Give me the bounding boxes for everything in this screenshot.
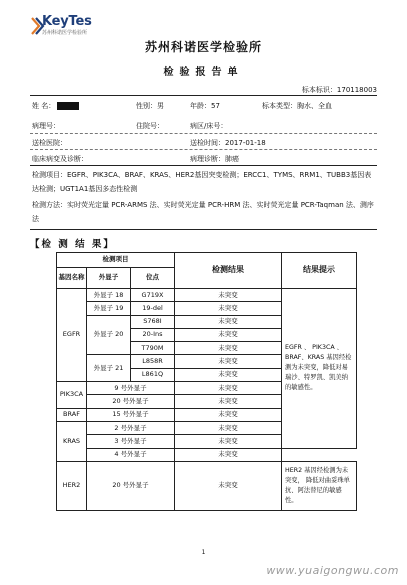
exon-cell: 15 号外显子 <box>87 408 175 421</box>
header-test-items: 检测项目 <box>57 253 175 268</box>
ward-bed-field: 病区/床号： <box>190 122 228 130</box>
site-cell: 19-del <box>131 302 175 315</box>
header-gene: 基因名称 <box>57 268 87 289</box>
admission-no-field: 住院号： <box>136 122 164 130</box>
gene-her2: HER2 <box>57 461 87 510</box>
table-row <box>57 448 357 461</box>
page-number: 1 <box>201 549 206 556</box>
divider <box>30 149 377 150</box>
result-cell: 未突变 <box>175 328 282 341</box>
test-items: 检测项目：EGFR、PIK3CA、BRAF、KRAS、HER2基因突变检测；ERCC1、TYMS、RRM1、TUBB3基因表达检测；UGT1A1基因多态性检测 <box>32 171 372 193</box>
site-cell: T790M <box>131 342 175 355</box>
exon-cell: 20 号外显子 <box>87 395 175 408</box>
result-cell: 未突变 <box>175 315 282 328</box>
name-label: 姓 名： <box>32 102 56 110</box>
logo-subtext: 苏州科诺医学检验所 <box>42 30 88 36</box>
watermark: www.yuaigongwu.com <box>266 564 399 577</box>
result-cell: 未突变 <box>175 302 282 315</box>
name-redaction <box>57 102 79 110</box>
sample-id: 标本标识：170118003 <box>301 86 377 94</box>
table-row <box>57 289 357 302</box>
table-row <box>57 461 357 510</box>
divider <box>30 95 377 96</box>
header-result: 检测结果 <box>175 253 282 289</box>
report-subtitle: 检验报告单 <box>163 67 244 78</box>
lab-title: 苏州科诺医学检验所 <box>144 40 262 54</box>
name-field <box>32 101 79 111</box>
exon-cell: 20 号外显子 <box>87 461 175 510</box>
pathology-no-field: 病理号： <box>32 122 60 130</box>
result-cell: 未突变 <box>175 368 282 381</box>
table-header-row <box>57 253 357 268</box>
result-cell: 未突变 <box>175 395 282 408</box>
exon-cell: 9 号外显子 <box>87 382 175 395</box>
exon-cell: 外显子 21 <box>87 355 131 382</box>
result-cell: 未突变 <box>175 342 282 355</box>
result-cell: 未突变 <box>175 382 282 395</box>
clinical-diagnosis-field: 临床病变及诊断： <box>32 155 88 163</box>
result-cell: 未突变 <box>175 289 282 302</box>
gender-field: 性别：男 <box>136 102 164 110</box>
logo-text: KeyTes <box>42 14 92 29</box>
divider <box>30 165 377 166</box>
gene-braf: BRAF <box>57 408 87 421</box>
header-tip: 结果提示 <box>282 253 357 289</box>
results-table <box>56 252 357 511</box>
result-cell: 未突变 <box>175 448 282 461</box>
header-exon: 外显子 <box>87 268 131 289</box>
site-cell: G719X <box>131 289 175 302</box>
gene-pik3ca: PIK3CA <box>57 382 87 409</box>
sample-type-field: 标本类型：胸水、全血 <box>262 102 332 110</box>
exon-cell: 外显子 20 <box>87 315 131 355</box>
submit-time-field: 送检时间：2017-01-18 <box>190 139 266 147</box>
exon-cell: 外显子 19 <box>87 302 131 315</box>
exon-cell: 外显子 18 <box>87 289 131 302</box>
exon-cell: 2 号外显子 <box>87 421 175 434</box>
pathology-diagnosis-field: 病理诊断：肺癌 <box>190 155 239 163</box>
result-cell: 未突变 <box>175 355 282 368</box>
exon-cell: 4 号外显子 <box>87 448 175 461</box>
results-section-title: 【检 测 结 果】 <box>30 239 115 250</box>
age-field: 年龄：57 <box>190 102 220 110</box>
site-cell: S768I <box>131 315 175 328</box>
tip-her2: HER2 基因经检测为未突变， 降低对曲妥珠单抗、阿法替尼的敏感性。 <box>282 461 357 510</box>
exon-cell: 3 号外显子 <box>87 435 175 448</box>
result-cell: 未突变 <box>175 421 282 434</box>
site-cell: L858R <box>131 355 175 368</box>
header-site: 位点 <box>131 268 175 289</box>
result-cell: 未突变 <box>175 461 282 510</box>
divider <box>30 133 377 134</box>
divider <box>30 229 377 230</box>
site-cell: 20-Ins <box>131 328 175 341</box>
test-method: 检测方法：实时荧光定量 PCR-ARMS 法、实时荧光定量 PCR-HRM 法、实时荧光定量 PCR-Taqman 法、测序法 <box>32 201 374 223</box>
result-cell: 未突变 <box>175 408 282 421</box>
result-cell: 未突变 <box>175 435 282 448</box>
gene-kras: KRAS <box>57 421 87 461</box>
gene-egfr: EGFR <box>57 289 87 382</box>
hospital-field: 送检医院： <box>32 139 67 147</box>
site-cell: L861Q <box>131 368 175 381</box>
tip-egfr: EGFR 、 PIK3CA 、BRAF、KRAS 基因经检测为未突变，降低对易瑞沙、特罗凯、凯美纳的敏感性。 <box>282 289 357 449</box>
